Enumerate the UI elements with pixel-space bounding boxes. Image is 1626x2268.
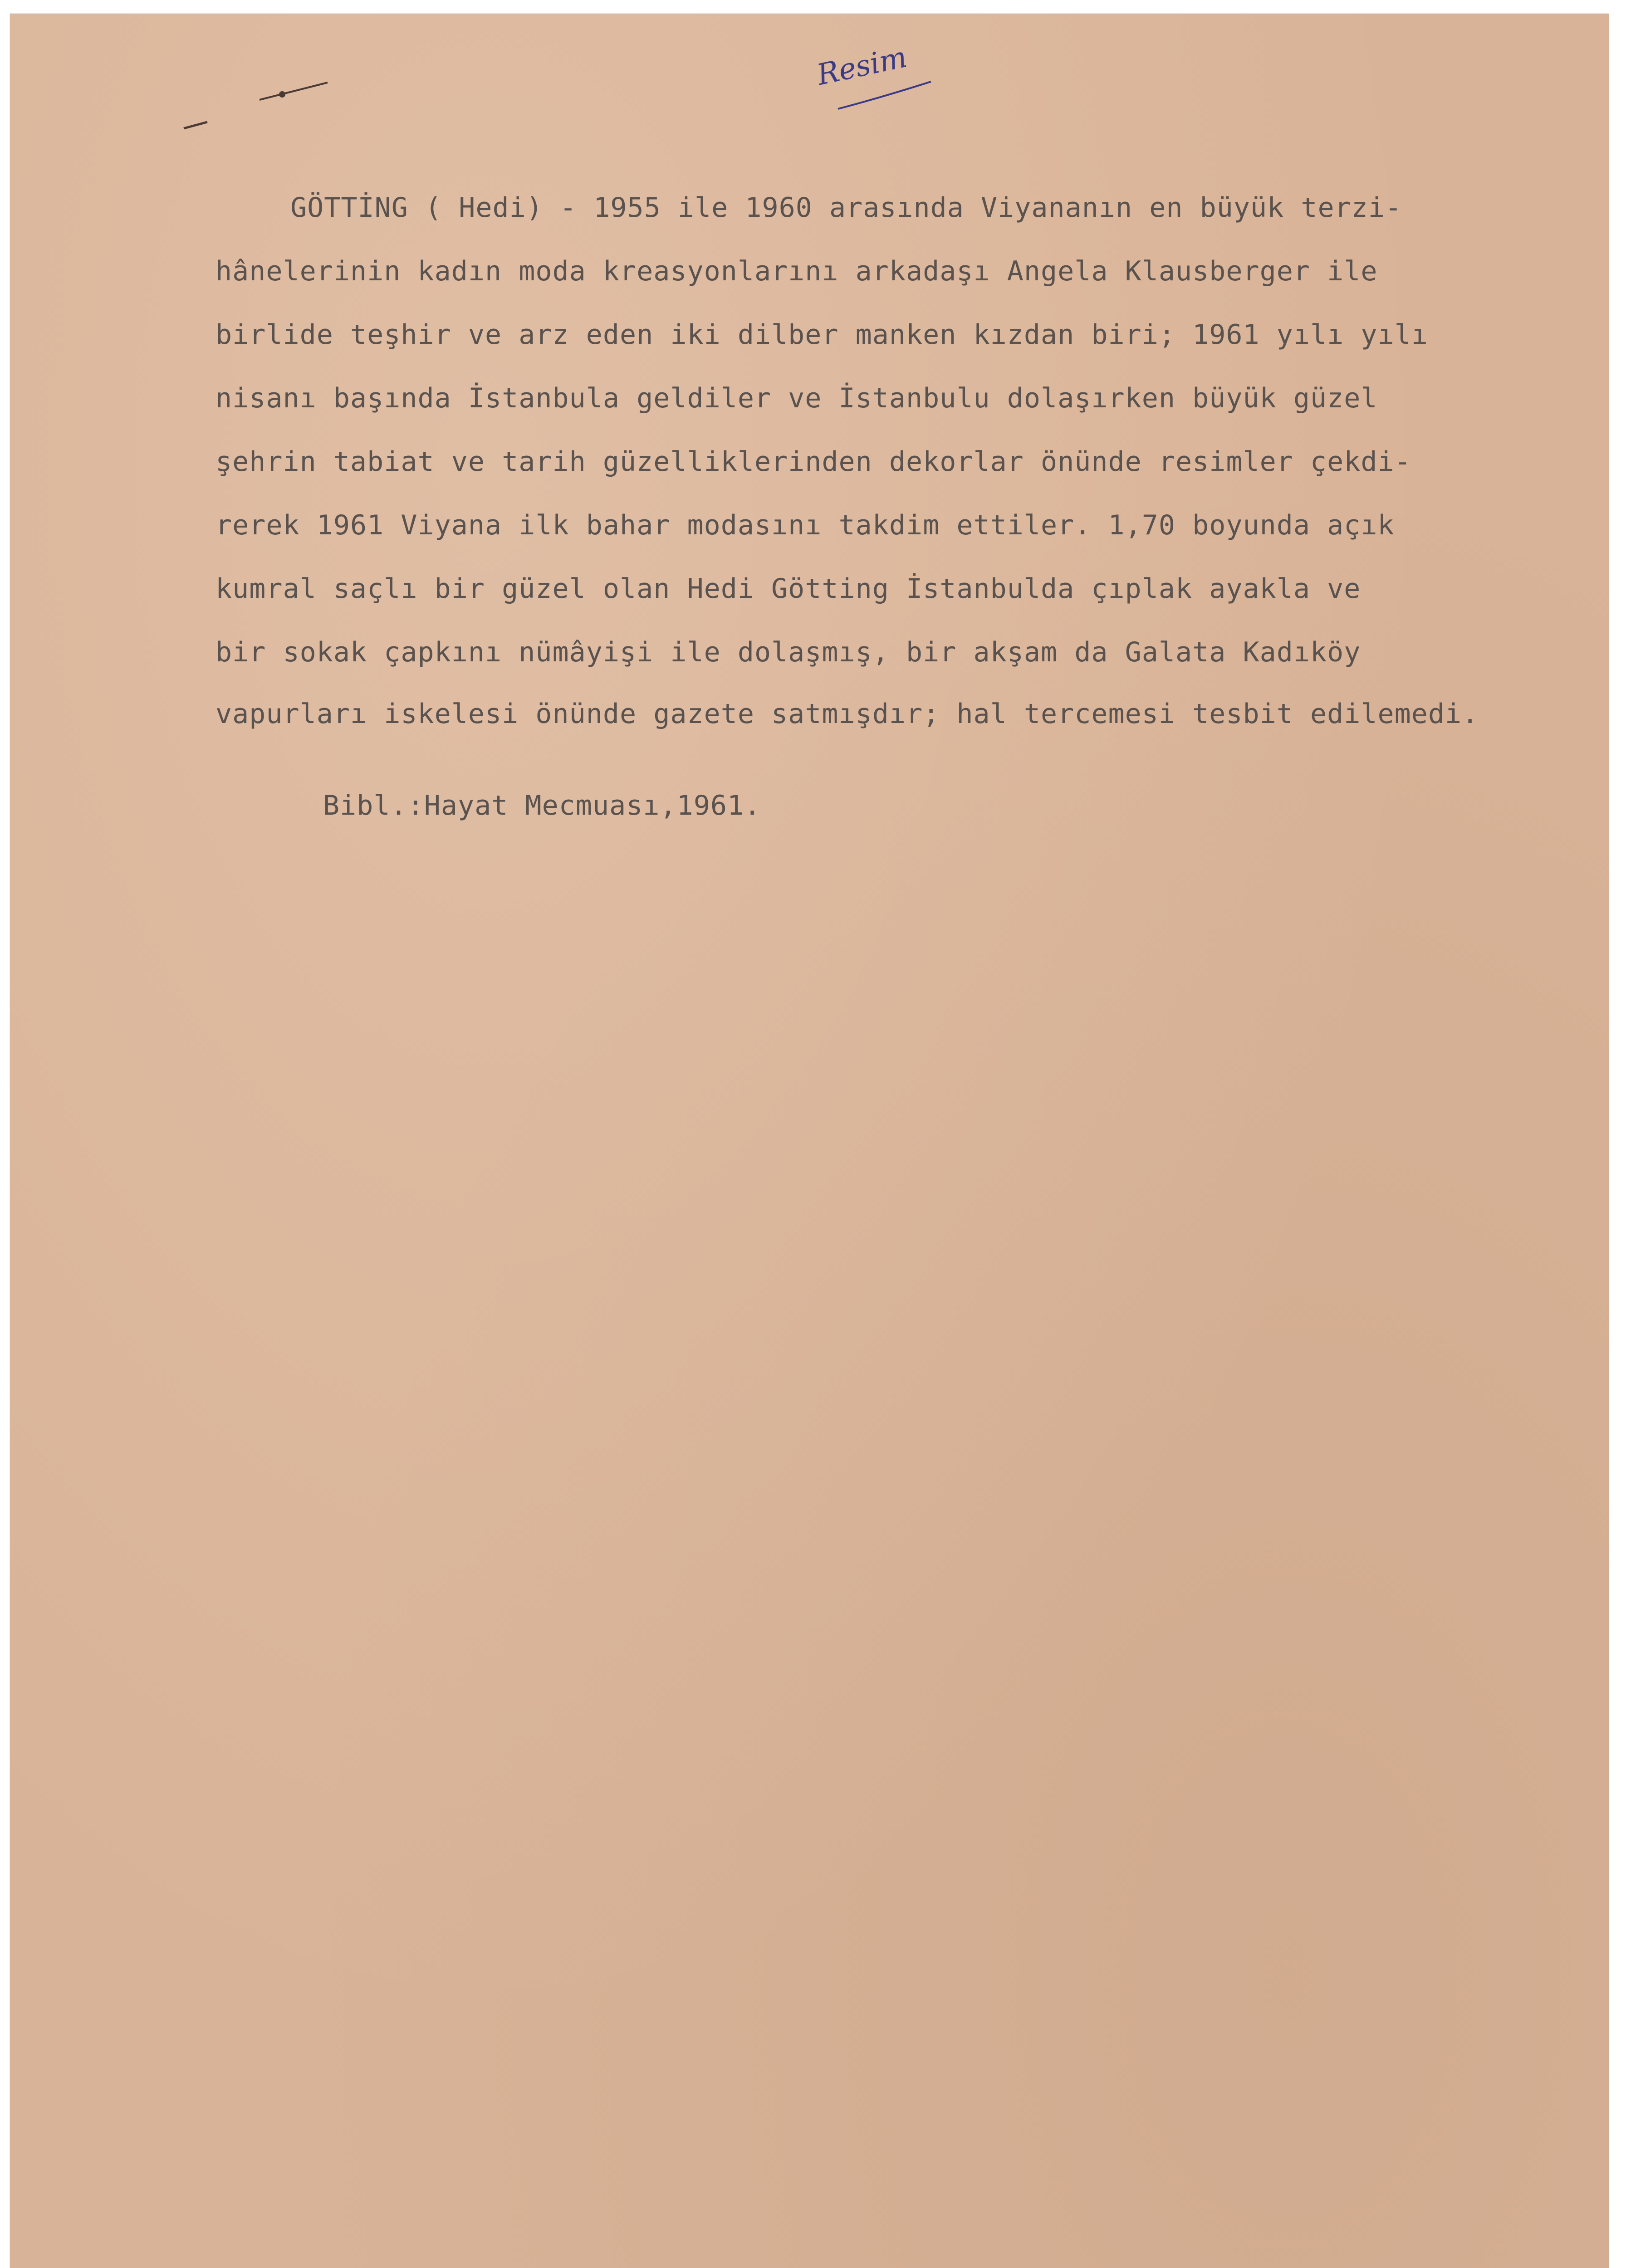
paragraph-line: nisanı başında İstanbula geldiler ve İstanbulu dolaşırken büyük güzel <box>215 382 1378 414</box>
paragraph-line: birlide teşhir ve arz eden iki dilber manken kızdan biri; 1961 yılı yılı <box>215 319 1428 351</box>
paragraph-line: kumral saçlı bir güzel olan Hedi Götting İstanbulda çıplak ayakla ve <box>215 573 1361 605</box>
bibliography-line: Bibl.:Hayat Mecmuası,1961. <box>323 790 761 821</box>
paragraph-line: vapurları iskelesi önünde gazete satmışdır; hal tercemesi tesbit edilemedi. <box>215 698 1479 730</box>
handwritten-note: Resim <box>814 40 910 93</box>
paragraph-line: şehrin tabiat ve tarih güzelliklerinden dekorlar önünde resimler çekdi- <box>215 446 1411 478</box>
pencil-mark <box>180 116 216 134</box>
paragraph-line: hânelerinin kadın moda kreasyonlarını arkadaşı Angela Klausberger ile <box>215 255 1378 287</box>
typed-page <box>10 14 1609 2268</box>
paragraph-line: rerek 1961 Viyana ilk bahar modasını takdim ettiler. 1,70 boyunda açık <box>215 509 1395 541</box>
paragraph-line: GÖTTİNG ( Hedi) - 1955 ile 1960 arasında Viyananın en büyük terzi- <box>290 192 1402 224</box>
pencil-mark <box>255 77 337 109</box>
paragraph-line: bir sokak çapkını nümâyişi ile dolaşmış, bir akşam da Galata Kadıköy <box>215 636 1361 668</box>
handwritten-underline <box>836 73 935 113</box>
